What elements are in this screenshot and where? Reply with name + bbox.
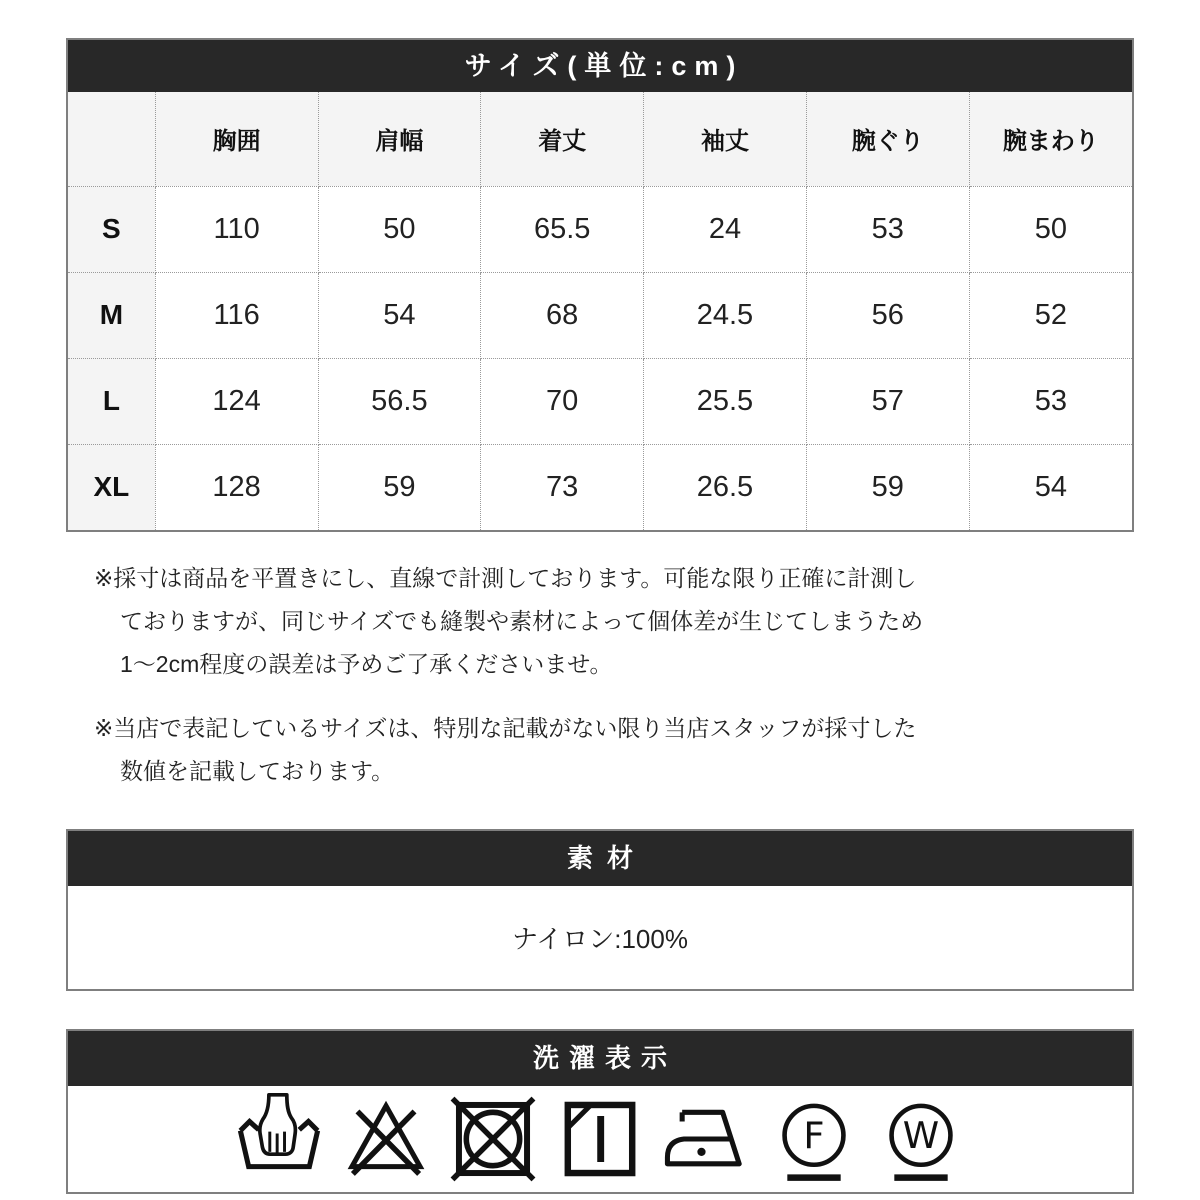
size-value-cell: 24 — [644, 186, 807, 272]
corner-cell — [68, 92, 155, 186]
measurement-notes — [66, 532, 1134, 793]
note-measurement-accuracy — [94, 557, 1134, 686]
size-value-cell: 59 — [806, 444, 969, 530]
size-value-cell: 52 — [969, 272, 1132, 358]
size-label: XL — [68, 444, 155, 530]
note-line: ておりますが、同じサイズでも縫製や素材によって個体差が生じてしまうため — [120, 608, 924, 634]
wet-clean-w-icon — [875, 1093, 967, 1185]
col-header-length: 着丈 — [481, 92, 644, 186]
size-value-cell: 65.5 — [481, 186, 644, 272]
size-value-cell: 26.5 — [644, 444, 807, 530]
size-chart-section — [66, 38, 1134, 532]
size-label: S — [68, 186, 155, 272]
do-not-bleach-icon — [340, 1093, 432, 1185]
note-line: ※当店で表記しているサイズは、特別な記載がない限り当店スタッフが採寸した — [94, 715, 917, 741]
hand-wash-icon — [233, 1093, 325, 1185]
iron-low-temp-icon — [661, 1093, 753, 1185]
table-row-s — [68, 186, 1132, 272]
size-value-cell: 56.5 — [318, 358, 481, 444]
size-value-cell: 57 — [806, 358, 969, 444]
size-value-cell: 25.5 — [644, 358, 807, 444]
size-chart-title: サイズ(単位:cm) — [68, 40, 1132, 92]
dry-clean-f-icon — [768, 1093, 860, 1185]
svg-text:W: W — [902, 1114, 940, 1158]
note-line: ※採寸は商品を平置きにし、直線で計測しております。可能な限り正確に計測し — [94, 565, 917, 591]
table-row-m — [68, 272, 1132, 358]
material-title: 素材 — [68, 831, 1132, 886]
size-value-cell: 50 — [318, 186, 481, 272]
material-section — [66, 829, 1134, 991]
col-header-shoulder: 肩幅 — [318, 92, 481, 186]
col-header-arm-circumference: 腕まわり — [969, 92, 1132, 186]
size-value-cell: 50 — [969, 186, 1132, 272]
size-value-cell: 73 — [481, 444, 644, 530]
size-value-cell: 124 — [155, 358, 318, 444]
size-value-cell: 128 — [155, 444, 318, 530]
svg-text:F: F — [803, 1114, 825, 1158]
size-table — [68, 92, 1132, 530]
care-title: 洗濯表示 — [68, 1031, 1132, 1086]
care-section — [66, 1029, 1134, 1194]
table-row-xl — [68, 444, 1132, 530]
size-table-header-row — [68, 92, 1132, 186]
size-value-cell: 24.5 — [644, 272, 807, 358]
col-header-chest: 胸囲 — [155, 92, 318, 186]
note-line: 1～2cm程度の誤差は予めご了承くださいませ。 — [120, 651, 613, 677]
col-header-sleeve: 袖丈 — [644, 92, 807, 186]
size-value-cell: 68 — [481, 272, 644, 358]
col-header-armhole: 腕ぐり — [806, 92, 969, 186]
size-value-cell: 54 — [969, 444, 1132, 530]
size-value-cell: 59 — [318, 444, 481, 530]
size-value-cell: 54 — [318, 272, 481, 358]
size-label: M — [68, 272, 155, 358]
size-label: L — [68, 358, 155, 444]
line-dry-shade-icon — [554, 1093, 646, 1185]
material-value: ナイロン:100% — [512, 924, 688, 954]
size-value-cell: 116 — [155, 272, 318, 358]
size-value-cell: 70 — [481, 358, 644, 444]
size-value-cell: 53 — [806, 186, 969, 272]
size-value-cell: 53 — [969, 358, 1132, 444]
table-row-l — [68, 358, 1132, 444]
note-line: 数値を記載しております。 — [120, 758, 395, 784]
size-value-cell: 110 — [155, 186, 318, 272]
note-staff-measured — [94, 707, 1134, 793]
do-not-tumble-dry-icon — [447, 1093, 539, 1185]
size-value-cell: 56 — [806, 272, 969, 358]
care-symbols-row — [68, 1086, 1132, 1192]
